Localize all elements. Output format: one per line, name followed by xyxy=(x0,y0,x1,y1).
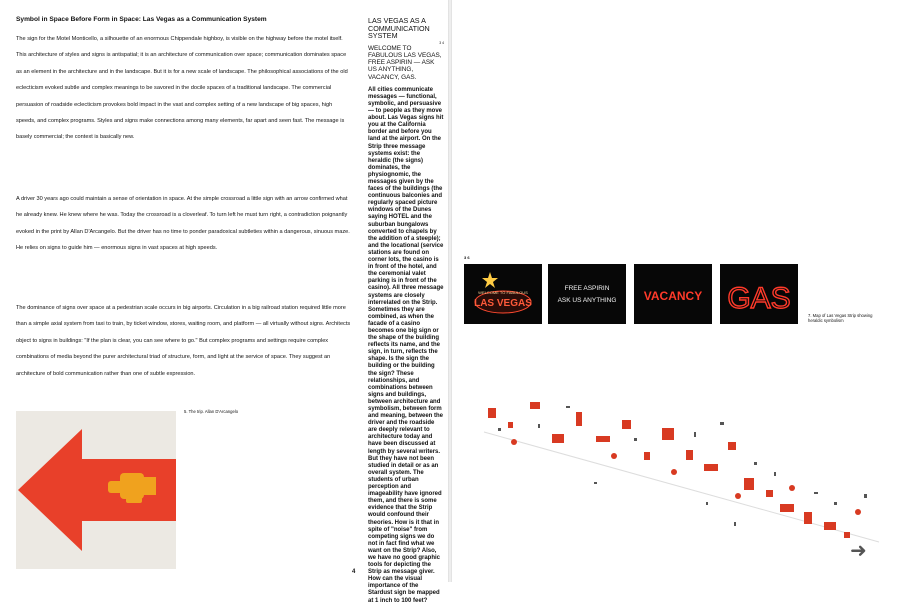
figure-label-6: 3 6 xyxy=(464,255,470,260)
section-heading: Symbol in Space Before Form in Space: Las Vegas as a Communication System xyxy=(16,16,267,23)
side-column xyxy=(368,17,444,605)
side-ref: 3 4 xyxy=(439,40,444,45)
photo-free-aspirin-sign xyxy=(548,264,626,324)
photo1-small-text: WELCOME TO FABULOUS xyxy=(478,290,528,295)
figure-caption-7: 7. Map of Las Vegas Strip showing heraldic symbolism xyxy=(808,313,873,323)
paragraph-2: A driver 30 years ago could maintain a sense of orientation in space. At the simple crossroad a little sign with an arrow confirmed what he already knew. He knew where he was. Today the crossroad is a cloverleaf. To turn left he must turn right, a contradiction poignantly evoked in the print by Allan D'Arcangelo. But the driver has no time to ponder paradoxical subtleties within a dangerous, sinuous maze. He relies on signs to guide him — enormous signs in vast spaces at high speeds. xyxy=(16,196,350,252)
photo3-sign-text: VACANCY xyxy=(643,289,703,303)
photo-gas-sign xyxy=(720,264,798,324)
photo2-line2: ASK US ANYTHING xyxy=(557,297,617,304)
arrow-print-figure xyxy=(16,411,176,569)
photo4-sign-text: GAS xyxy=(727,282,791,315)
side-title: LAS VEGAS AS A COMMUNICATION SYSTEM xyxy=(368,16,430,41)
paragraph-3: The dominance of signs over space at a pedestrian scale occurs in big airports. Circulation in a big railroad station required little more than a simple axial system from taxi to train, by ticket window, stores, waiting room, and platform — all virtually without signs. Architects object to signs in buildings: "If the plan is clear, you can see where to go." But complex programs and settings require complex combinations of media beyond the purer architectural triad of structure, form, and light at the service of space. They suggest an architecture of bold communication rather than one of subtle expression. xyxy=(16,305,351,377)
side-welcome: WELCOME TO FABULOUS LAS VEGAS, FREE ASPIRIN — ASK US ANYTHING, VACANCY, GAS. xyxy=(368,44,442,81)
strip-symbol-map xyxy=(474,392,886,552)
side-body: All cities communicate messages — functional, symbolic, and persuasive — to people as they move about. Las Vegas signs hit you at the California border and before you land at the airport. On the Strip three message systems exist: the heraldic (the signs) dominates, the physiognomic, the messages given by the faces of the buildings (the continuous balconies and regularly spaced picture windows of the Dunes saying HOTEL and the suburban bungalows converted to chapels by the addition of a steeple); and the locational (service stations are found on corner lots, the casino is in front of the hotel, and the ceremonial valet parking is in front of the casino). All three message systems are closely interrelated on the Strip. Sometimes they are combined, as when the facade of a casino becomes one big sign or the shape of the building reflects its name, and the sign, in turn, reflects the shape. Is the sign the building or the building the sign? These relationships, and combinations between signs and buildings, between architecture and symbolism, between form and meaning, between the driver and the roadside are deeply relevant to architecture today and have been discussed at length by several writers. But they have not been studied in detail or as an overall system. The students of urban perception and imageability have ignored them, and there is some evidence that the Strip would confound their theories. How is it that in spite of "noise" from competing signs we do not in fact find what we want on the Strip? Also, we have no good graphic tools for depicting the Strip as message giver. How can the visual importance of the Stardust sign be mapped at 1 inch to 100 feet? xyxy=(368,86,444,604)
photo-las-vegas-sign xyxy=(464,264,542,324)
photo1-sign-text: LAS VEGAS xyxy=(474,298,532,309)
arrow-right-icon[interactable]: ➜ xyxy=(850,540,867,562)
figure-caption-5: 5. The trip. Allan D'Arcangelo xyxy=(184,409,239,414)
page-number: 4 xyxy=(352,569,356,575)
photo2-line1: FREE ASPIRIN xyxy=(564,285,610,292)
paragraph-1: The sign for the Motel Monticello, a silhouette of an enormous Chippendale highboy, is visible on the highway before the motel itself. This architecture of styles and signs is antispatial; it is an architecture of communication over space; communication dominates space as an element in the architecture and in the landscape. But it is for a new scale of landscape. The philosophical associations of the old eclecticism evoked subtle and complex meanings to be savored in the docile spaces of a traditional landscape. The commercial persuasion of roadside eclecticism provokes bold impact in the vast and complex setting of a new landscape of big spaces, high speeds, and complex programs. Styles and signs make connections among many elements, far apart and seen fast. The message is basely commercial; the context is basically new. xyxy=(16,36,348,141)
photo-vacancy-sign xyxy=(634,264,712,324)
